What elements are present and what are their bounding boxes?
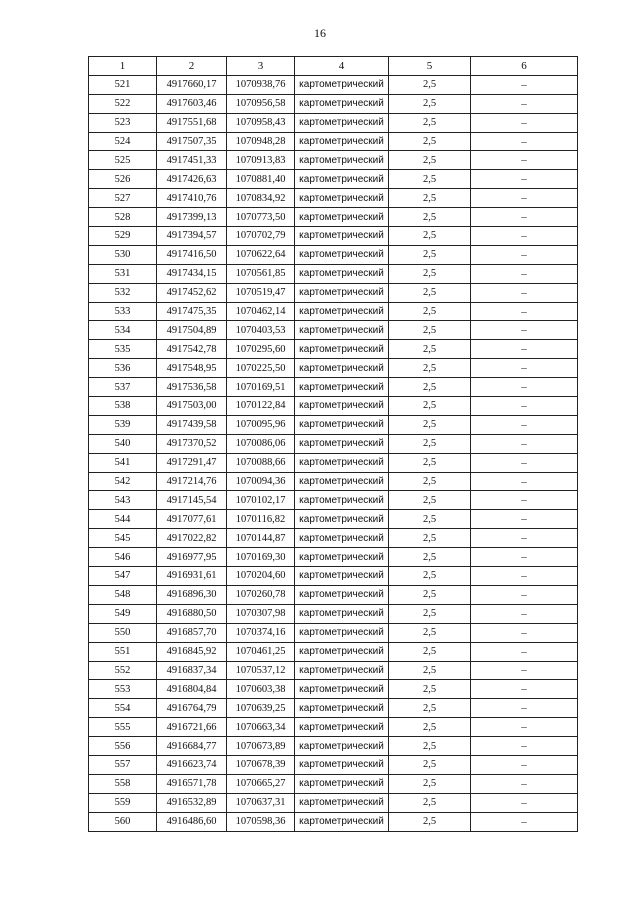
cell-note: – [471, 510, 578, 529]
cell-accuracy: 2,5 [389, 434, 471, 453]
cell-point-number: 544 [89, 510, 157, 529]
cell-accuracy: 2,5 [389, 737, 471, 756]
cell-coord-x: 4916977,95 [157, 548, 227, 567]
cell-coord-x: 4916486,60 [157, 812, 227, 831]
cell-method: картометрический [295, 661, 389, 680]
cell-accuracy: 2,5 [389, 113, 471, 132]
table-row [89, 755, 578, 774]
table-row [89, 208, 578, 227]
cell-accuracy: 2,5 [389, 453, 471, 472]
cell-coord-y: 1070169,51 [227, 378, 295, 397]
cell-point-number: 535 [89, 340, 157, 359]
cell-accuracy: 2,5 [389, 812, 471, 831]
cell-point-number: 524 [89, 132, 157, 151]
cell-point-number: 522 [89, 94, 157, 113]
table-row [89, 737, 578, 756]
cell-coord-y: 1070116,82 [227, 510, 295, 529]
cell-accuracy: 2,5 [389, 718, 471, 737]
table-row [89, 453, 578, 472]
table-row [89, 548, 578, 567]
cell-note: – [471, 529, 578, 548]
cell-point-number: 554 [89, 699, 157, 718]
cell-coord-x: 4916684,77 [157, 737, 227, 756]
cell-accuracy: 2,5 [389, 208, 471, 227]
cell-method: картометрический [295, 680, 389, 699]
cell-coord-y: 1070938,76 [227, 75, 295, 94]
cell-accuracy: 2,5 [389, 321, 471, 340]
cell-coord-x: 4917145,54 [157, 491, 227, 510]
table-row [89, 623, 578, 642]
cell-coord-y: 1070144,87 [227, 529, 295, 548]
cell-coord-y: 1070673,89 [227, 737, 295, 756]
cell-method: картометрический [295, 623, 389, 642]
cell-method: картометрический [295, 302, 389, 321]
cell-method: картометрический [295, 529, 389, 548]
cell-coord-y: 1070773,50 [227, 208, 295, 227]
cell-coord-x: 4917548,95 [157, 359, 227, 378]
cell-method: картометрический [295, 113, 389, 132]
cell-coord-x: 4917214,76 [157, 472, 227, 491]
cell-point-number: 532 [89, 283, 157, 302]
table-row [89, 283, 578, 302]
cell-coord-y: 1070094,36 [227, 472, 295, 491]
table-row [89, 321, 578, 340]
cell-coord-y: 1070461,25 [227, 642, 295, 661]
cell-method: картометрический [295, 737, 389, 756]
cell-coord-x: 4916837,34 [157, 661, 227, 680]
cell-point-number: 539 [89, 415, 157, 434]
cell-method: картометрический [295, 283, 389, 302]
cell-point-number: 551 [89, 642, 157, 661]
table-row [89, 302, 578, 321]
cell-note: – [471, 472, 578, 491]
cell-accuracy: 2,5 [389, 132, 471, 151]
table-row [89, 94, 578, 113]
cell-coord-x: 4916880,50 [157, 604, 227, 623]
cell-method: картометрический [295, 245, 389, 264]
cell-coord-y: 1070913,83 [227, 151, 295, 170]
cell-method: картометрический [295, 189, 389, 208]
cell-note: – [471, 264, 578, 283]
cell-point-number: 530 [89, 245, 157, 264]
cell-method: картометрический [295, 208, 389, 227]
cell-coord-x: 4916896,30 [157, 585, 227, 604]
cell-point-number: 552 [89, 661, 157, 680]
cell-point-number: 556 [89, 737, 157, 756]
cell-coord-x: 4917410,76 [157, 189, 227, 208]
cell-note: – [471, 567, 578, 586]
cell-coord-x: 4917451,33 [157, 151, 227, 170]
cell-coord-y: 1070958,43 [227, 113, 295, 132]
cell-note: – [471, 132, 578, 151]
cell-point-number: 537 [89, 378, 157, 397]
table-row [89, 491, 578, 510]
cell-note: – [471, 359, 578, 378]
cell-coord-x: 4917434,15 [157, 264, 227, 283]
cell-coord-x: 4916721,66 [157, 718, 227, 737]
cell-point-number: 531 [89, 264, 157, 283]
cell-point-number: 534 [89, 321, 157, 340]
cell-note: – [471, 113, 578, 132]
cell-method: картометрический [295, 321, 389, 340]
page-number: 16 [314, 26, 326, 40]
cell-coord-y: 1070225,50 [227, 359, 295, 378]
cell-note: – [471, 453, 578, 472]
cell-point-number: 528 [89, 208, 157, 227]
cell-note: – [471, 491, 578, 510]
cell-coord-x: 4916532,89 [157, 793, 227, 812]
table-header [89, 57, 578, 76]
table-row [89, 245, 578, 264]
cell-method: картометрический [295, 227, 389, 246]
cell-coord-y: 1070169,30 [227, 548, 295, 567]
table-row [89, 529, 578, 548]
cell-accuracy: 2,5 [389, 245, 471, 264]
cell-note: – [471, 623, 578, 642]
cell-method: картометрический [295, 642, 389, 661]
header-col-4: 4 [295, 57, 389, 76]
cell-coord-y: 1070374,16 [227, 623, 295, 642]
cell-coord-y: 1070561,85 [227, 264, 295, 283]
cell-accuracy: 2,5 [389, 472, 471, 491]
coordinates-table [88, 56, 578, 832]
cell-point-number: 546 [89, 548, 157, 567]
cell-method: картометрический [295, 585, 389, 604]
table-row [89, 604, 578, 623]
cell-note: – [471, 812, 578, 831]
cell-coord-y: 1070678,39 [227, 755, 295, 774]
cell-coord-x: 4917426,63 [157, 170, 227, 189]
table-row [89, 113, 578, 132]
cell-note: – [471, 94, 578, 113]
cell-note: – [471, 189, 578, 208]
cell-method: картометрический [295, 774, 389, 793]
cell-accuracy: 2,5 [389, 642, 471, 661]
cell-method: картометрический [295, 340, 389, 359]
cell-method: картометрический [295, 434, 389, 453]
cell-note: – [471, 793, 578, 812]
cell-point-number: 536 [89, 359, 157, 378]
cell-coord-y: 1070519,47 [227, 283, 295, 302]
cell-coord-y: 1070095,96 [227, 415, 295, 434]
header-col-3: 3 [227, 57, 295, 76]
cell-coord-x: 4917022,82 [157, 529, 227, 548]
cell-note: – [471, 340, 578, 359]
cell-coord-y: 1070881,40 [227, 170, 295, 189]
table-row [89, 170, 578, 189]
cell-coord-y: 1070102,17 [227, 491, 295, 510]
table-row [89, 793, 578, 812]
cell-coord-x: 4916845,92 [157, 642, 227, 661]
cell-coord-x: 4917291,47 [157, 453, 227, 472]
cell-note: – [471, 208, 578, 227]
cell-coord-x: 4917551,68 [157, 113, 227, 132]
cell-method: картометрический [295, 453, 389, 472]
cell-method: картометрический [295, 170, 389, 189]
cell-accuracy: 2,5 [389, 491, 471, 510]
cell-method: картометрический [295, 94, 389, 113]
cell-method: картометрический [295, 718, 389, 737]
table-row [89, 680, 578, 699]
cell-method: картометрический [295, 264, 389, 283]
cell-coord-y: 1070637,31 [227, 793, 295, 812]
cell-note: – [471, 604, 578, 623]
cell-coord-x: 4916623,74 [157, 755, 227, 774]
cell-accuracy: 2,5 [389, 302, 471, 321]
cell-coord-y: 1070204,60 [227, 567, 295, 586]
table-row [89, 718, 578, 737]
cell-coord-y: 1070603,38 [227, 680, 295, 699]
cell-accuracy: 2,5 [389, 774, 471, 793]
cell-coord-y: 1070122,84 [227, 397, 295, 416]
cell-accuracy: 2,5 [389, 151, 471, 170]
cell-method: картометрический [295, 472, 389, 491]
cell-coord-y: 1070665,27 [227, 774, 295, 793]
cell-point-number: 523 [89, 113, 157, 132]
cell-accuracy: 2,5 [389, 94, 471, 113]
cell-accuracy: 2,5 [389, 170, 471, 189]
cell-point-number: 558 [89, 774, 157, 793]
cell-coord-y: 1070956,58 [227, 94, 295, 113]
cell-method: картометрический [295, 378, 389, 397]
table-row [89, 642, 578, 661]
cell-point-number: 545 [89, 529, 157, 548]
cell-accuracy: 2,5 [389, 755, 471, 774]
cell-point-number: 538 [89, 397, 157, 416]
cell-accuracy: 2,5 [389, 283, 471, 302]
cell-coord-y: 1070622,64 [227, 245, 295, 264]
table-row [89, 699, 578, 718]
table-row [89, 472, 578, 491]
cell-accuracy: 2,5 [389, 604, 471, 623]
table-row [89, 812, 578, 831]
cell-note: – [471, 378, 578, 397]
cell-coord-y: 1070086,06 [227, 434, 295, 453]
cell-point-number: 549 [89, 604, 157, 623]
cell-point-number: 541 [89, 453, 157, 472]
table-row [89, 75, 578, 94]
cell-accuracy: 2,5 [389, 189, 471, 208]
cell-note: – [471, 302, 578, 321]
cell-method: картометрический [295, 510, 389, 529]
cell-method: картометрический [295, 567, 389, 586]
cell-coord-y: 1070260,78 [227, 585, 295, 604]
header-col-1: 1 [89, 57, 157, 76]
cell-coord-x: 4916857,70 [157, 623, 227, 642]
cell-note: – [471, 245, 578, 264]
cell-note: – [471, 415, 578, 434]
cell-coord-x: 4917660,17 [157, 75, 227, 94]
cell-coord-x: 4917603,46 [157, 94, 227, 113]
cell-coord-x: 4917507,35 [157, 132, 227, 151]
cell-note: – [471, 283, 578, 302]
cell-point-number: 540 [89, 434, 157, 453]
cell-accuracy: 2,5 [389, 340, 471, 359]
cell-coord-x: 4916571,78 [157, 774, 227, 793]
cell-point-number: 560 [89, 812, 157, 831]
cell-method: картометрический [295, 397, 389, 416]
cell-point-number: 543 [89, 491, 157, 510]
cell-note: – [471, 151, 578, 170]
cell-method: картометрический [295, 699, 389, 718]
cell-accuracy: 2,5 [389, 359, 471, 378]
cell-coord-y: 1070639,25 [227, 699, 295, 718]
cell-accuracy: 2,5 [389, 567, 471, 586]
table-row [89, 585, 578, 604]
header-col-6: 6 [471, 57, 578, 76]
cell-note: – [471, 434, 578, 453]
cell-accuracy: 2,5 [389, 548, 471, 567]
cell-coord-y: 1070834,92 [227, 189, 295, 208]
cell-accuracy: 2,5 [389, 661, 471, 680]
cell-method: картометрический [295, 604, 389, 623]
cell-accuracy: 2,5 [389, 680, 471, 699]
cell-coord-y: 1070403,53 [227, 321, 295, 340]
cell-coord-x: 4917452,62 [157, 283, 227, 302]
cell-point-number: 550 [89, 623, 157, 642]
cell-coord-y: 1070295,60 [227, 340, 295, 359]
cell-method: картометрический [295, 132, 389, 151]
table-row [89, 378, 578, 397]
cell-point-number: 555 [89, 718, 157, 737]
cell-method: картометрический [295, 491, 389, 510]
cell-method: картометрический [295, 75, 389, 94]
cell-accuracy: 2,5 [389, 397, 471, 416]
cell-point-number: 521 [89, 75, 157, 94]
cell-accuracy: 2,5 [389, 623, 471, 642]
cell-coord-x: 4917542,78 [157, 340, 227, 359]
header-row [89, 57, 578, 76]
cell-note: – [471, 585, 578, 604]
cell-coord-x: 4916804,84 [157, 680, 227, 699]
header-col-5: 5 [389, 57, 471, 76]
cell-coord-x: 4917370,52 [157, 434, 227, 453]
cell-method: картометрический [295, 812, 389, 831]
cell-note: – [471, 397, 578, 416]
cell-method: картометрический [295, 151, 389, 170]
cell-point-number: 559 [89, 793, 157, 812]
table-row [89, 415, 578, 434]
cell-coord-x: 4917394,57 [157, 227, 227, 246]
cell-method: картометрический [295, 548, 389, 567]
cell-coord-y: 1070462,14 [227, 302, 295, 321]
cell-method: картометрический [295, 359, 389, 378]
cell-accuracy: 2,5 [389, 529, 471, 548]
cell-accuracy: 2,5 [389, 585, 471, 604]
table-row [89, 661, 578, 680]
cell-note: – [471, 170, 578, 189]
cell-coord-x: 4917439,58 [157, 415, 227, 434]
cell-note: – [471, 755, 578, 774]
cell-coord-x: 4917416,50 [157, 245, 227, 264]
table-body [89, 75, 578, 831]
cell-note: – [471, 661, 578, 680]
cell-note: – [471, 548, 578, 567]
cell-coord-x: 4917536,58 [157, 378, 227, 397]
cell-coord-y: 1070088,66 [227, 453, 295, 472]
cell-note: – [471, 737, 578, 756]
cell-accuracy: 2,5 [389, 793, 471, 812]
cell-coord-x: 4917475,35 [157, 302, 227, 321]
cell-note: – [471, 75, 578, 94]
cell-note: – [471, 642, 578, 661]
cell-coord-y: 1070537,12 [227, 661, 295, 680]
table-row [89, 397, 578, 416]
table-row [89, 340, 578, 359]
cell-point-number: 525 [89, 151, 157, 170]
table-row [89, 567, 578, 586]
table-row [89, 151, 578, 170]
cell-accuracy: 2,5 [389, 264, 471, 283]
cell-method: картометрический [295, 415, 389, 434]
cell-point-number: 529 [89, 227, 157, 246]
cell-point-number: 533 [89, 302, 157, 321]
cell-accuracy: 2,5 [389, 378, 471, 397]
header-col-2: 2 [157, 57, 227, 76]
cell-coord-x: 4916931,61 [157, 567, 227, 586]
cell-coord-x: 4916764,79 [157, 699, 227, 718]
table-row [89, 434, 578, 453]
cell-note: – [471, 718, 578, 737]
cell-note: – [471, 321, 578, 340]
cell-point-number: 547 [89, 567, 157, 586]
cell-accuracy: 2,5 [389, 510, 471, 529]
cell-coord-x: 4917503,00 [157, 397, 227, 416]
table-row [89, 510, 578, 529]
table-row [89, 227, 578, 246]
table-row [89, 359, 578, 378]
cell-coord-x: 4917504,89 [157, 321, 227, 340]
cell-coord-y: 1070307,98 [227, 604, 295, 623]
cell-method: картометрический [295, 755, 389, 774]
cell-coord-x: 4917399,13 [157, 208, 227, 227]
cell-coord-x: 4917077,61 [157, 510, 227, 529]
cell-note: – [471, 699, 578, 718]
table-row [89, 264, 578, 283]
table-row [89, 132, 578, 151]
cell-point-number: 548 [89, 585, 157, 604]
cell-accuracy: 2,5 [389, 699, 471, 718]
cell-point-number: 527 [89, 189, 157, 208]
cell-coord-y: 1070598,36 [227, 812, 295, 831]
cell-accuracy: 2,5 [389, 75, 471, 94]
cell-note: – [471, 680, 578, 699]
cell-coord-y: 1070702,79 [227, 227, 295, 246]
cell-point-number: 553 [89, 680, 157, 699]
cell-point-number: 557 [89, 755, 157, 774]
cell-point-number: 526 [89, 170, 157, 189]
cell-accuracy: 2,5 [389, 227, 471, 246]
cell-note: – [471, 774, 578, 793]
table-row [89, 189, 578, 208]
cell-note: – [471, 227, 578, 246]
cell-method: картометрический [295, 793, 389, 812]
cell-coord-y: 1070663,34 [227, 718, 295, 737]
cell-accuracy: 2,5 [389, 415, 471, 434]
cell-coord-y: 1070948,28 [227, 132, 295, 151]
table-row [89, 774, 578, 793]
cell-point-number: 542 [89, 472, 157, 491]
